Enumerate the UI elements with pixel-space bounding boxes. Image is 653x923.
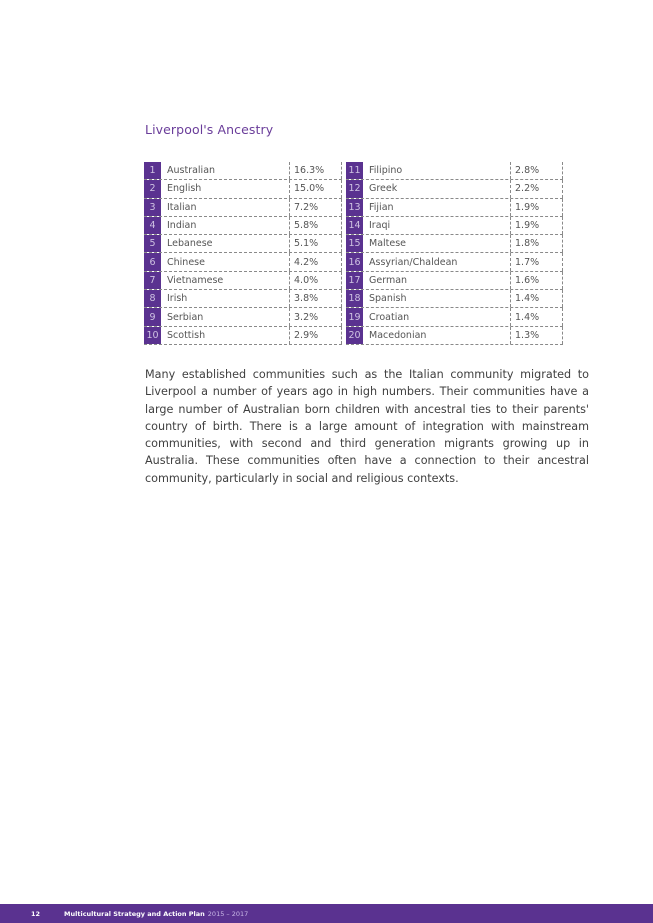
table-row xyxy=(144,253,342,271)
table-row xyxy=(144,217,342,235)
body-paragraph: Many established communities such as the Italian community migrated to Liverpool a number of years ago in high numbers. Their communities have a large number of Australian born children with ancestral ties to their parents' country of birth. There is a large amount of integration with mainstream communities, with second and third generation migrants growing up in Australia. These communities often have a connection to their ancestral community, particularly in social and religious contexts. xyxy=(145,368,589,485)
percentage-cell: 15.0% xyxy=(290,180,342,197)
ancestry-name-cell: Vietnamese xyxy=(161,272,290,289)
ancestry-name-cell: Irish xyxy=(161,290,290,307)
table-row xyxy=(144,235,342,253)
percentage-cell: 7.2% xyxy=(290,199,342,216)
ancestry-name-cell: Iraqi xyxy=(363,217,511,234)
percentage-cell: 1.8% xyxy=(511,235,563,252)
table-row xyxy=(346,290,563,308)
table-row xyxy=(346,253,563,271)
table-row xyxy=(346,272,563,290)
percentage-cell: 5.1% xyxy=(290,235,342,252)
rank-cell: 12 xyxy=(346,180,363,197)
rank-cell: 14 xyxy=(346,217,363,234)
document-title: Multicultural Strategy and Action Plan xyxy=(64,909,205,918)
page-heading: Liverpool's Ancestry xyxy=(145,122,274,137)
rank-cell: 17 xyxy=(346,272,363,289)
table-row xyxy=(346,217,563,235)
table-row xyxy=(144,162,342,180)
percentage-cell: 3.8% xyxy=(290,290,342,307)
ancestry-table xyxy=(144,162,563,345)
ancestry-name-cell: Fijian xyxy=(363,199,511,216)
ancestry-name-cell: Lebanese xyxy=(161,235,290,252)
rank-cell: 16 xyxy=(346,253,363,270)
percentage-cell: 2.8% xyxy=(511,162,563,179)
rank-cell: 4 xyxy=(144,217,161,234)
rank-cell: 9 xyxy=(144,308,161,325)
percentage-cell: 1.3% xyxy=(511,327,563,344)
table-row xyxy=(346,199,563,217)
ancestry-name-cell: Italian xyxy=(161,199,290,216)
percentage-cell: 16.3% xyxy=(290,162,342,179)
table-row xyxy=(144,272,342,290)
ancestry-name-cell: Macedonian xyxy=(363,327,511,344)
table-row xyxy=(144,327,342,345)
percentage-cell: 2.2% xyxy=(511,180,563,197)
ancestry-name-cell: Serbian xyxy=(161,308,290,325)
ancestry-name-cell: Greek xyxy=(363,180,511,197)
percentage-cell: 1.4% xyxy=(511,308,563,325)
document-years: 2015 – 2017 xyxy=(207,909,249,918)
table-row xyxy=(346,308,563,326)
rank-cell: 7 xyxy=(144,272,161,289)
ancestry-name-cell: Croatian xyxy=(363,308,511,325)
table-row xyxy=(346,180,563,198)
percentage-cell: 1.7% xyxy=(511,253,563,270)
table-column-right xyxy=(346,162,563,345)
table-row xyxy=(346,162,563,180)
percentage-cell: 1.9% xyxy=(511,199,563,216)
percentage-cell: 2.9% xyxy=(290,327,342,344)
ancestry-name-cell: Scottish xyxy=(161,327,290,344)
table-row xyxy=(144,199,342,217)
rank-cell: 2 xyxy=(144,180,161,197)
ancestry-name-cell: Indian xyxy=(161,217,290,234)
percentage-cell: 5.8% xyxy=(290,217,342,234)
page-footer xyxy=(0,904,653,923)
rank-cell: 18 xyxy=(346,290,363,307)
table-row xyxy=(144,290,342,308)
percentage-cell: 1.4% xyxy=(511,290,563,307)
table-row xyxy=(346,235,563,253)
rank-cell: 1 xyxy=(144,162,161,179)
percentage-cell: 4.2% xyxy=(290,253,342,270)
rank-cell: 11 xyxy=(346,162,363,179)
ancestry-name-cell: Assyrian/Chaldean xyxy=(363,253,511,270)
ancestry-name-cell: English xyxy=(161,180,290,197)
rank-cell: 10 xyxy=(144,327,161,344)
ancestry-name-cell: Maltese xyxy=(363,235,511,252)
rank-cell: 8 xyxy=(144,290,161,307)
table-row xyxy=(144,308,342,326)
table-row xyxy=(346,327,563,345)
ancestry-name-cell: Filipino xyxy=(363,162,511,179)
rank-cell: 13 xyxy=(346,199,363,216)
percentage-cell: 3.2% xyxy=(290,308,342,325)
ancestry-name-cell: Chinese xyxy=(161,253,290,270)
rank-cell: 19 xyxy=(346,308,363,325)
percentage-cell: 1.9% xyxy=(511,217,563,234)
table-row xyxy=(144,180,342,198)
ancestry-name-cell: Spanish xyxy=(363,290,511,307)
rank-cell: 3 xyxy=(144,199,161,216)
table-column-left xyxy=(144,162,342,345)
percentage-cell: 4.0% xyxy=(290,272,342,289)
rank-cell: 15 xyxy=(346,235,363,252)
ancestry-name-cell: German xyxy=(363,272,511,289)
rank-cell: 6 xyxy=(144,253,161,270)
rank-cell: 5 xyxy=(144,235,161,252)
ancestry-name-cell: Australian xyxy=(161,162,290,179)
page-number: 12 xyxy=(31,909,41,918)
rank-cell: 20 xyxy=(346,327,363,344)
percentage-cell: 1.6% xyxy=(511,272,563,289)
